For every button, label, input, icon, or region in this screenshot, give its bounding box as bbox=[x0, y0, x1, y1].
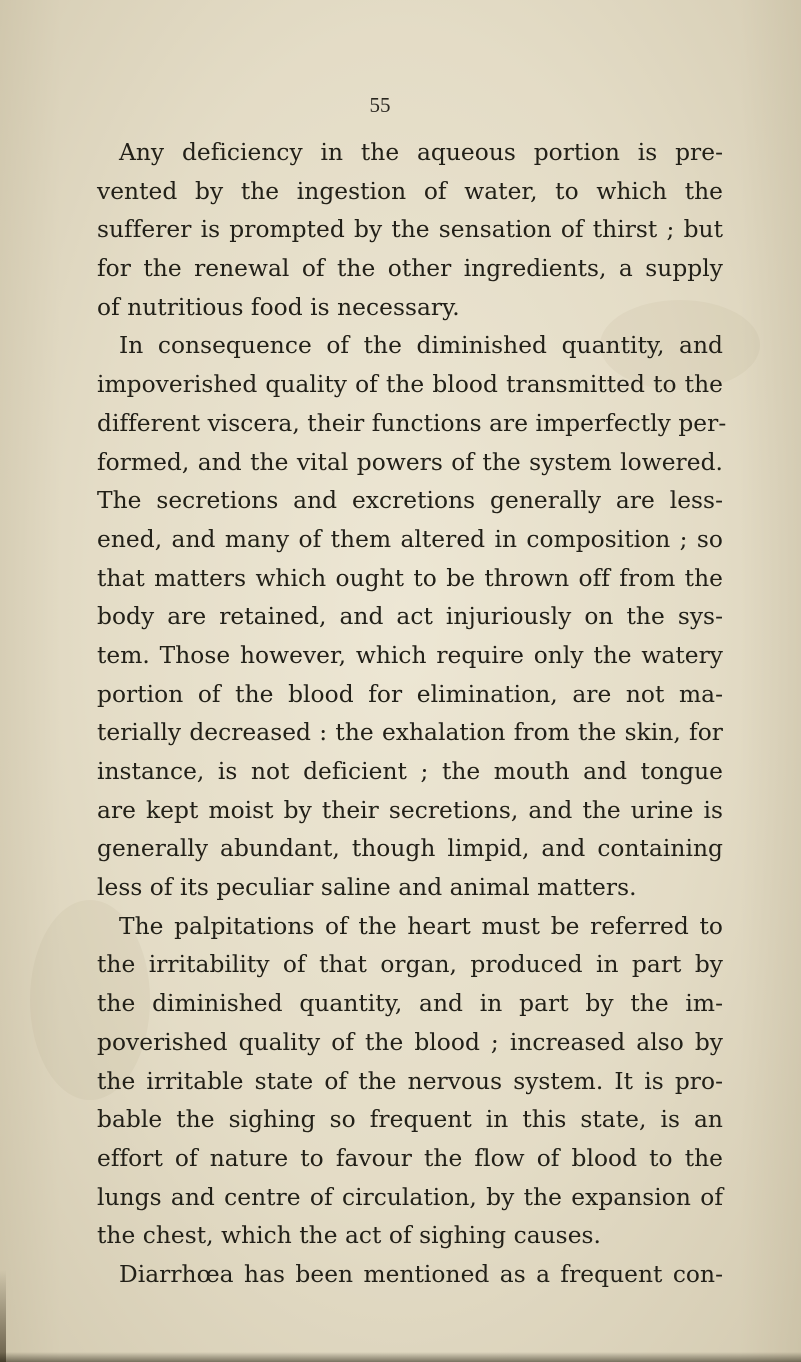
text-line: In consequence of the diminished quantity, and bbox=[119, 332, 723, 360]
page-edge-shadow bbox=[0, 1270, 6, 1362]
text-line: The secretions and excretions generally are less- bbox=[97, 487, 723, 515]
text-line: less of its peculiar saline and animal matters. bbox=[97, 874, 637, 902]
text-line: lungs and centre of circulation, by the expansion of bbox=[97, 1183, 723, 1211]
text-line: sufferer is prompted by the sensation of thirst ; but bbox=[97, 216, 723, 244]
text-line: are kept moist by their secretions, and the urine is bbox=[97, 796, 723, 824]
text-line: poverished quality of the blood ; increased also by bbox=[97, 1028, 723, 1056]
text-line: body are retained, and act injuriously on the sys- bbox=[97, 603, 723, 631]
text-line: The palpitations of the heart must be referred to bbox=[119, 912, 723, 940]
text-line: effort of nature to favour the flow of blood to the bbox=[97, 1144, 723, 1172]
text-line: the chest, which the act of sighing causes. bbox=[97, 1222, 601, 1250]
text-line: generally abundant, though limpid, and containing bbox=[97, 835, 723, 863]
page-bottom-shadow bbox=[0, 1352, 801, 1362]
text-line: the diminished quantity, and in part by the im- bbox=[97, 990, 723, 1018]
text-line: the irritability of that organ, produced in part by bbox=[97, 951, 723, 979]
page-number: 55 bbox=[369, 93, 391, 117]
text-line: impoverished quality of the blood transmitted to the bbox=[97, 371, 723, 399]
text-line: of nutritious food is necessary. bbox=[97, 293, 460, 321]
text-line: ened, and many of them altered in composition ; so bbox=[97, 525, 723, 553]
text-line: formed, and the vital powers of the system lowered. bbox=[97, 448, 723, 476]
body-text bbox=[97, 134, 727, 1295]
text-line: Diarrhœa has been mentioned as a frequent con- bbox=[119, 1260, 723, 1288]
text-line: vented by the ingestion of water, to which the bbox=[97, 177, 723, 205]
text-line: the irritable state of the nervous system. It is pro- bbox=[97, 1067, 723, 1095]
text-line: for the renewal of the other ingredients, a supply bbox=[97, 255, 723, 283]
text-line: bable the sighing so frequent in this state, is an bbox=[97, 1106, 723, 1134]
text-line: tem. Those however, which require only the watery bbox=[97, 641, 723, 669]
text-line: different viscera, their functions are imperfectly per- bbox=[97, 409, 727, 437]
text-line: instance, is not deficient ; the mouth and tongue bbox=[97, 758, 723, 785]
text-line: that matters which ought to be thrown off from the bbox=[97, 564, 723, 592]
text-line: terially decreased : the exhalation from the skin, for bbox=[97, 719, 723, 747]
text-line: Any deficiency in the aqueous portion is pre- bbox=[119, 139, 723, 166]
text-line: portion of the blood for elimination, are not ma- bbox=[97, 680, 723, 708]
